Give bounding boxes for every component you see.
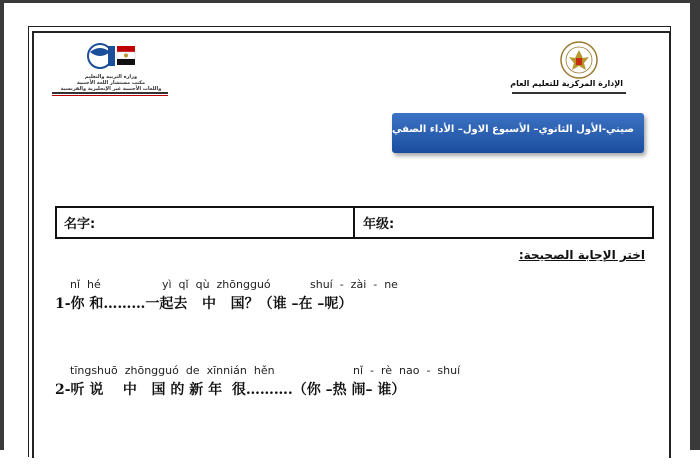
- viewer-edge-right: [690, 0, 700, 450]
- ministry-logo-icon: [82, 40, 142, 72]
- title-banner: [392, 113, 644, 153]
- student-info-box: [55, 206, 654, 239]
- ministry-logo-caption: وزارة التربية والتعليم مكتب مستشار اللغة الأجنبية واللغات الأجنبية غير الإنجليزية والفرنسية: [60, 74, 162, 92]
- q1-pinyin-a: nǐ hé: [70, 278, 101, 291]
- eagle-seal-icon: [556, 40, 602, 80]
- q2-pinyin-c: nǐ - rè nao - shuí: [353, 364, 461, 377]
- instruction-heading: اختر الإجابة الصحيحة:: [518, 248, 645, 262]
- name-label: 名字:: [64, 217, 96, 232]
- q1-pinyin-c: shuí - zài - ne: [310, 278, 398, 291]
- q2-pinyin-a: tīngshuō zhōngguó de xīnnián hěn: [70, 364, 275, 377]
- question-2: 2-听 说 中 国 的 新 年 很……….（你 –热 闹– 谁）: [55, 382, 406, 398]
- department-name: الإدارة المركزية للتعليم العام: [510, 79, 623, 88]
- banner-title: صيني-الأول الثانوي– الأسبوع الاول– الأداء الصفي: [391, 124, 634, 135]
- header-rule: [52, 92, 168, 94]
- header-rule-right: [512, 92, 626, 94]
- viewer-edge-top: [0, 0, 700, 3]
- q1-pinyin-b: yì qǐ qù zhōngguó: [162, 278, 271, 291]
- question-1: 1-你 和………一起去 中 国？（谁 –在 –呢）: [55, 296, 353, 312]
- grade-label: 年级:: [363, 217, 395, 232]
- header-rule-accent: [52, 95, 168, 96]
- info-divider: [353, 208, 355, 237]
- viewer-edge-left: [0, 0, 4, 450]
